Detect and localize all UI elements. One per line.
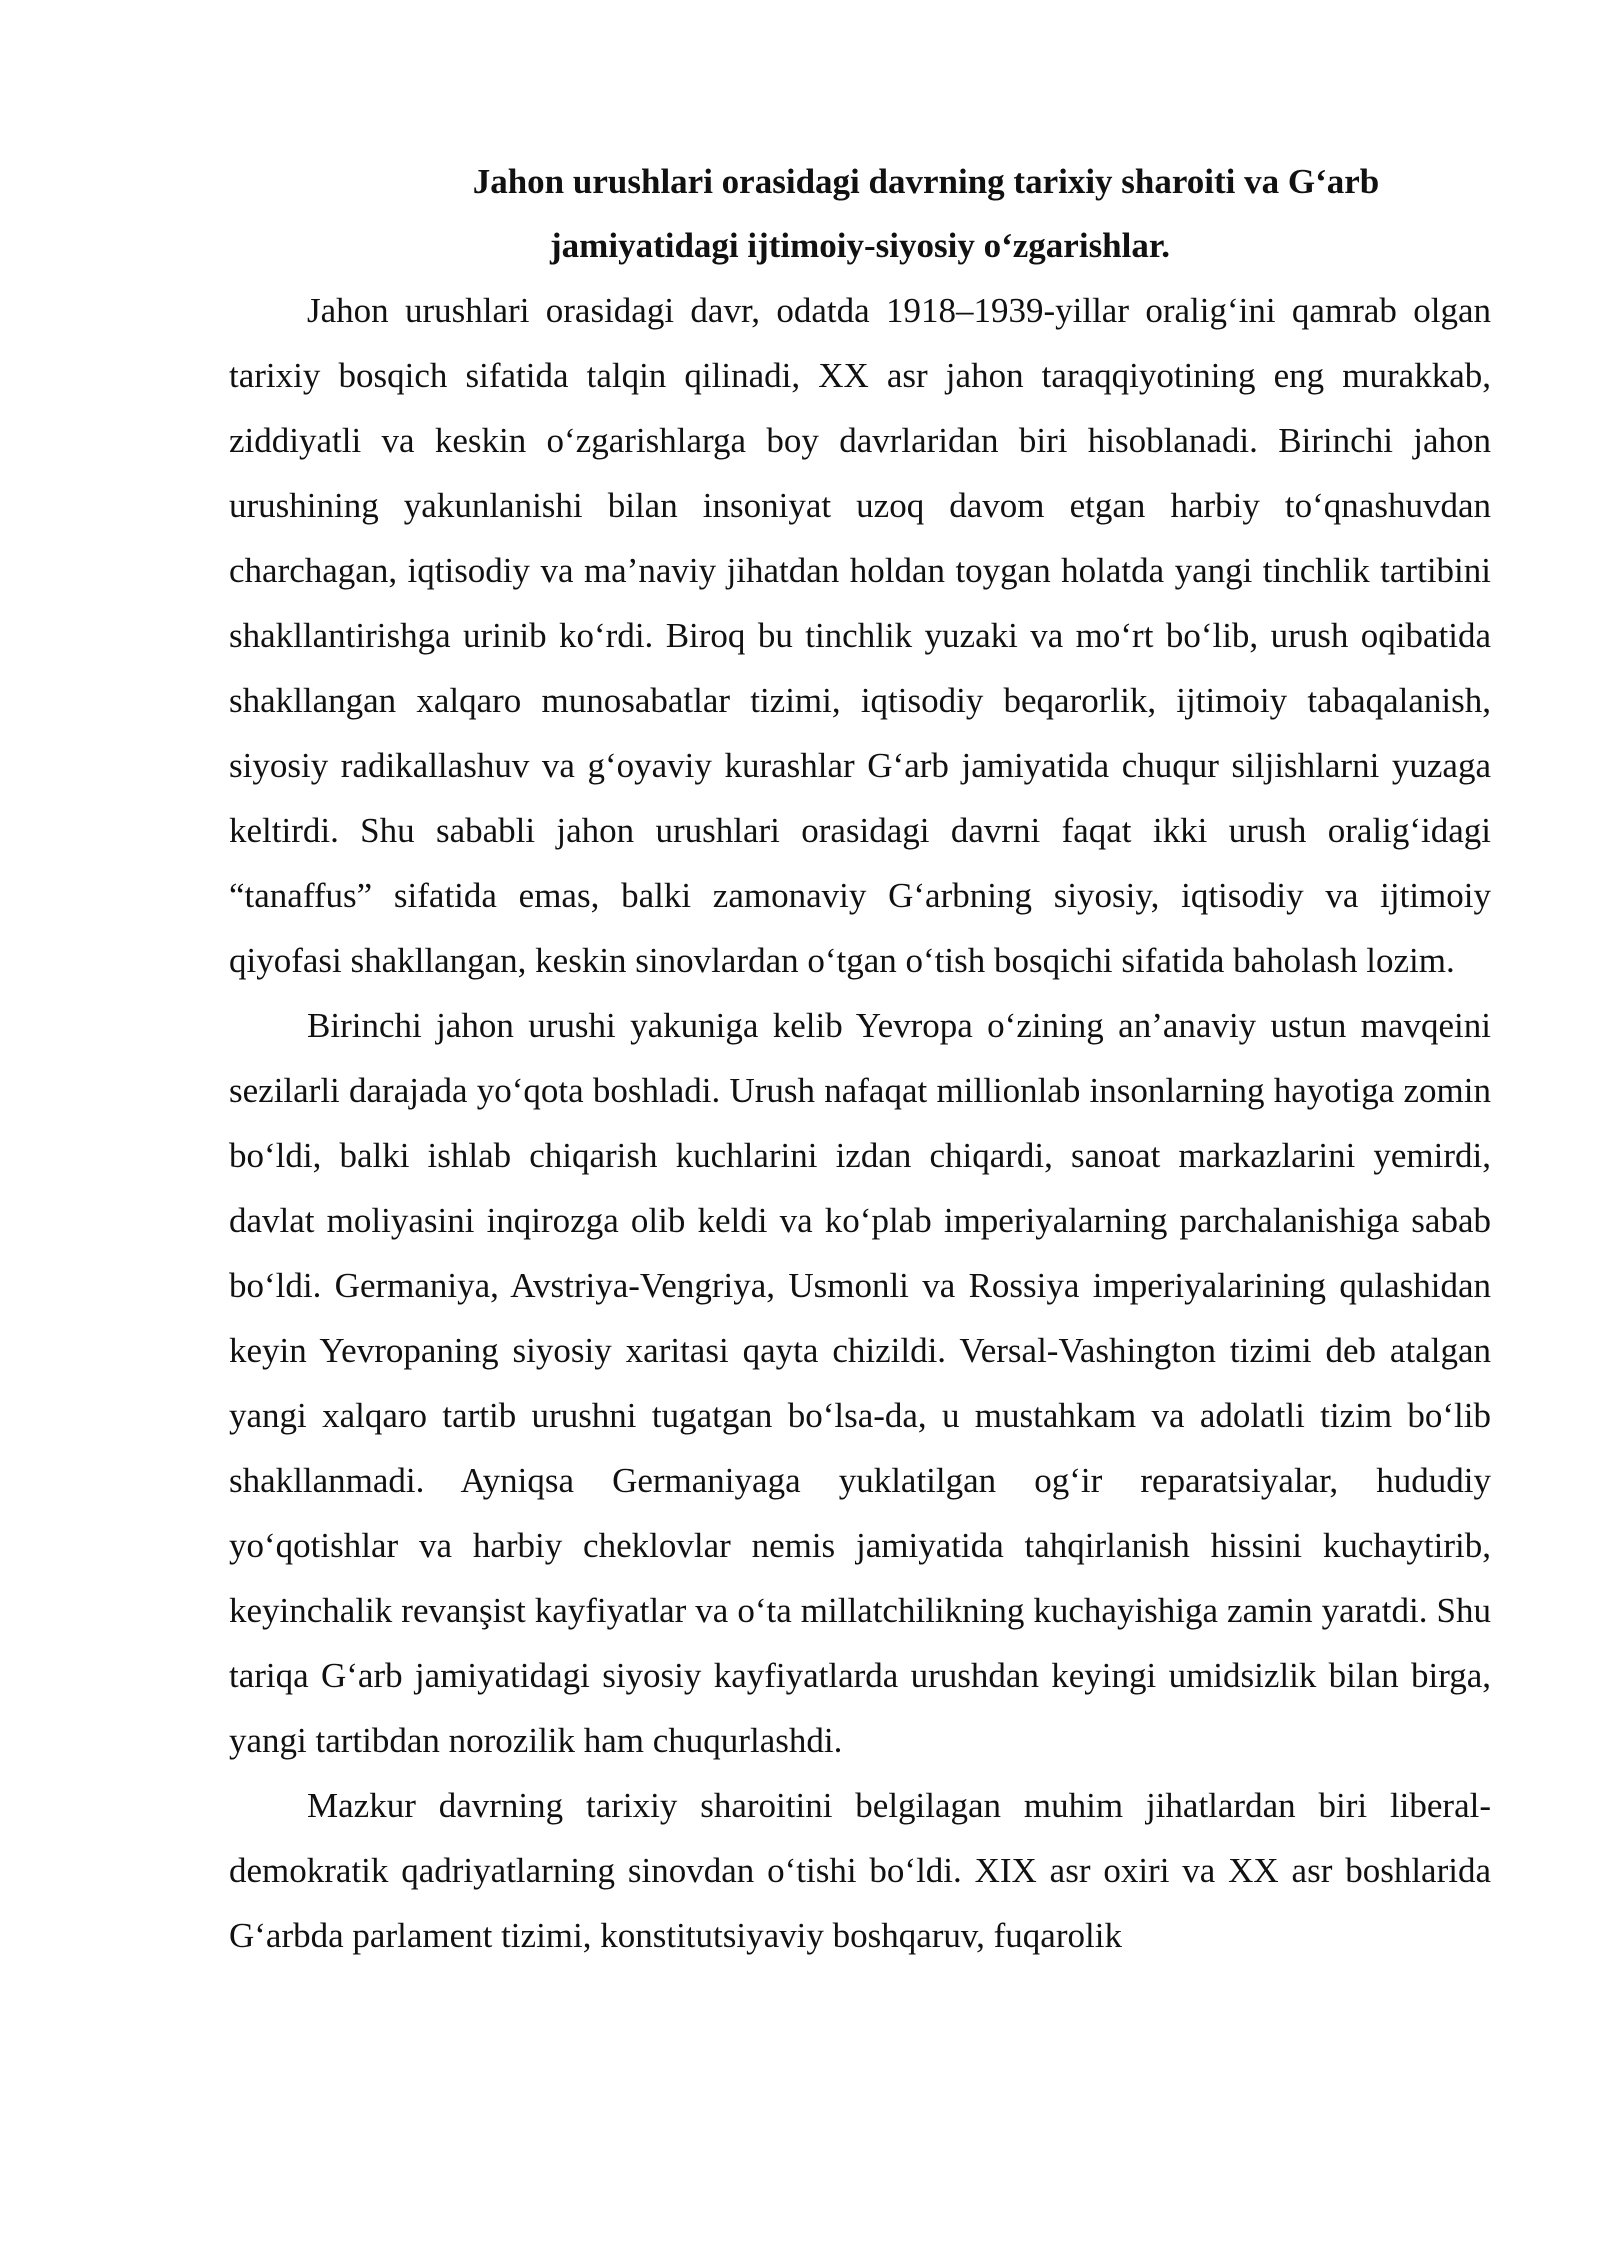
paragraph-2: Birinchi jahon urushi yakuniga kelib Yevropa o‘zining an’anaviy ustun mavqeini sezilarli darajada yo‘qota boshladi. Urush nafaqat millionlab insonlarning hayotiga zomin bo‘ldi, balki ishlab chiqarish kuchlarini izdan chiqardi, sanoat markazlarini yemirdi, davlat moliyasini inqirozga olib keldi va ko‘plab imperiyalarning parchalanishiga sabab bo‘ldi. Germaniya, Avstriya-Vengriya, Usmonli va Rossiya imperiyalarining qulashidan keyin Yevropaning siyosiy xaritasi qayta chizildi. Versal-Vashington tizimi deb atalgan yangi xalqaro tartib urushni tugatgan bo‘lsa-da, u mustahkam va adolatli tizim bo‘lib shakllanmadi. Ayniqsa Germaniyaga yuklatilgan og‘ir reparatsiyalar, hududiy yo‘qotishlar va harbiy cheklovlar nemis jamiyatida tahqirlanish hissini kuchaytirib, keyinchalik revanşist kayfiyatlar va o‘ta millatchilikning kuchayishiga zamin yaratdi. Shu tariqa G‘arb jamiyatidagi siyosiy kayfiyatlarda urushdan keyingi umidsizlik bilan birga, yangi tartibdan norozilik ham chuqurlashdi. (229, 1006, 1491, 1760)
title-line-2: jamiyatidagi ijtimoiy-siyosiy o‘zgarishlar. (550, 226, 1170, 265)
paragraph-1: Jahon urushlari orasidagi davr, odatda 1918–1939-yillar oralig‘ini qamrab olgan tarixiy bosqich sifatida talqin qilinadi, XX asr jahon taraqqiyotining eng murakkab, ziddiyatli va keskin o‘zgarishlarga boy davrlaridan biri hisoblanadi. Birinchi jahon urushining yakunlanishi bilan insoniyat uzoq davom etgan harbiy to‘qnashuvdan charchagan, iqtisodiy va ma’naviy jihatdan holdan toygan holatda yangi tinchlik tartibini shakllantirishga urinib ko‘rdi. Biroq bu tinchlik yuzaki va mo‘rt bo‘lib, urush oqibatida shakllangan xalqaro munosabatlar tizimi, iqtisodiy beqarorlik, ijtimoiy tabaqalanish, siyosiy radikallashuv va g‘oyaviy kurashlar G‘arb jamiyatida chuqur siljishlarni yuzaga keltirdi. Shu sababli jahon urushlari orasidagi davrni faqat ikki urush oralig‘idagi “tanaffus” sifatida emas, balki zamonaviy G‘arbning siyosiy, iqtisodiy va ijtimoiy qiyofasi shakllangan, keskin sinovlardan o‘tgan o‘tish bosqichi sifatida baholash lozim. (229, 291, 1491, 980)
document-body (229, 150, 1491, 1968)
paragraph-3: Mazkur davrning tarixiy sharoitini belgilagan muhim jihatlardan biri liberal-demokratik qadriyatlarning sinovdan o‘tishi bo‘ldi. XIX asr oxiri va XX asr boshlarida G‘arbda parlament tizimi, konstitutsiyaviy boshqaruv, fuqarolik (229, 1786, 1491, 1955)
document-title (229, 150, 1491, 278)
title-line-1: Jahon urushlari orasidagi davrning tarixiy sharoiti va G‘arb (472, 162, 1380, 201)
